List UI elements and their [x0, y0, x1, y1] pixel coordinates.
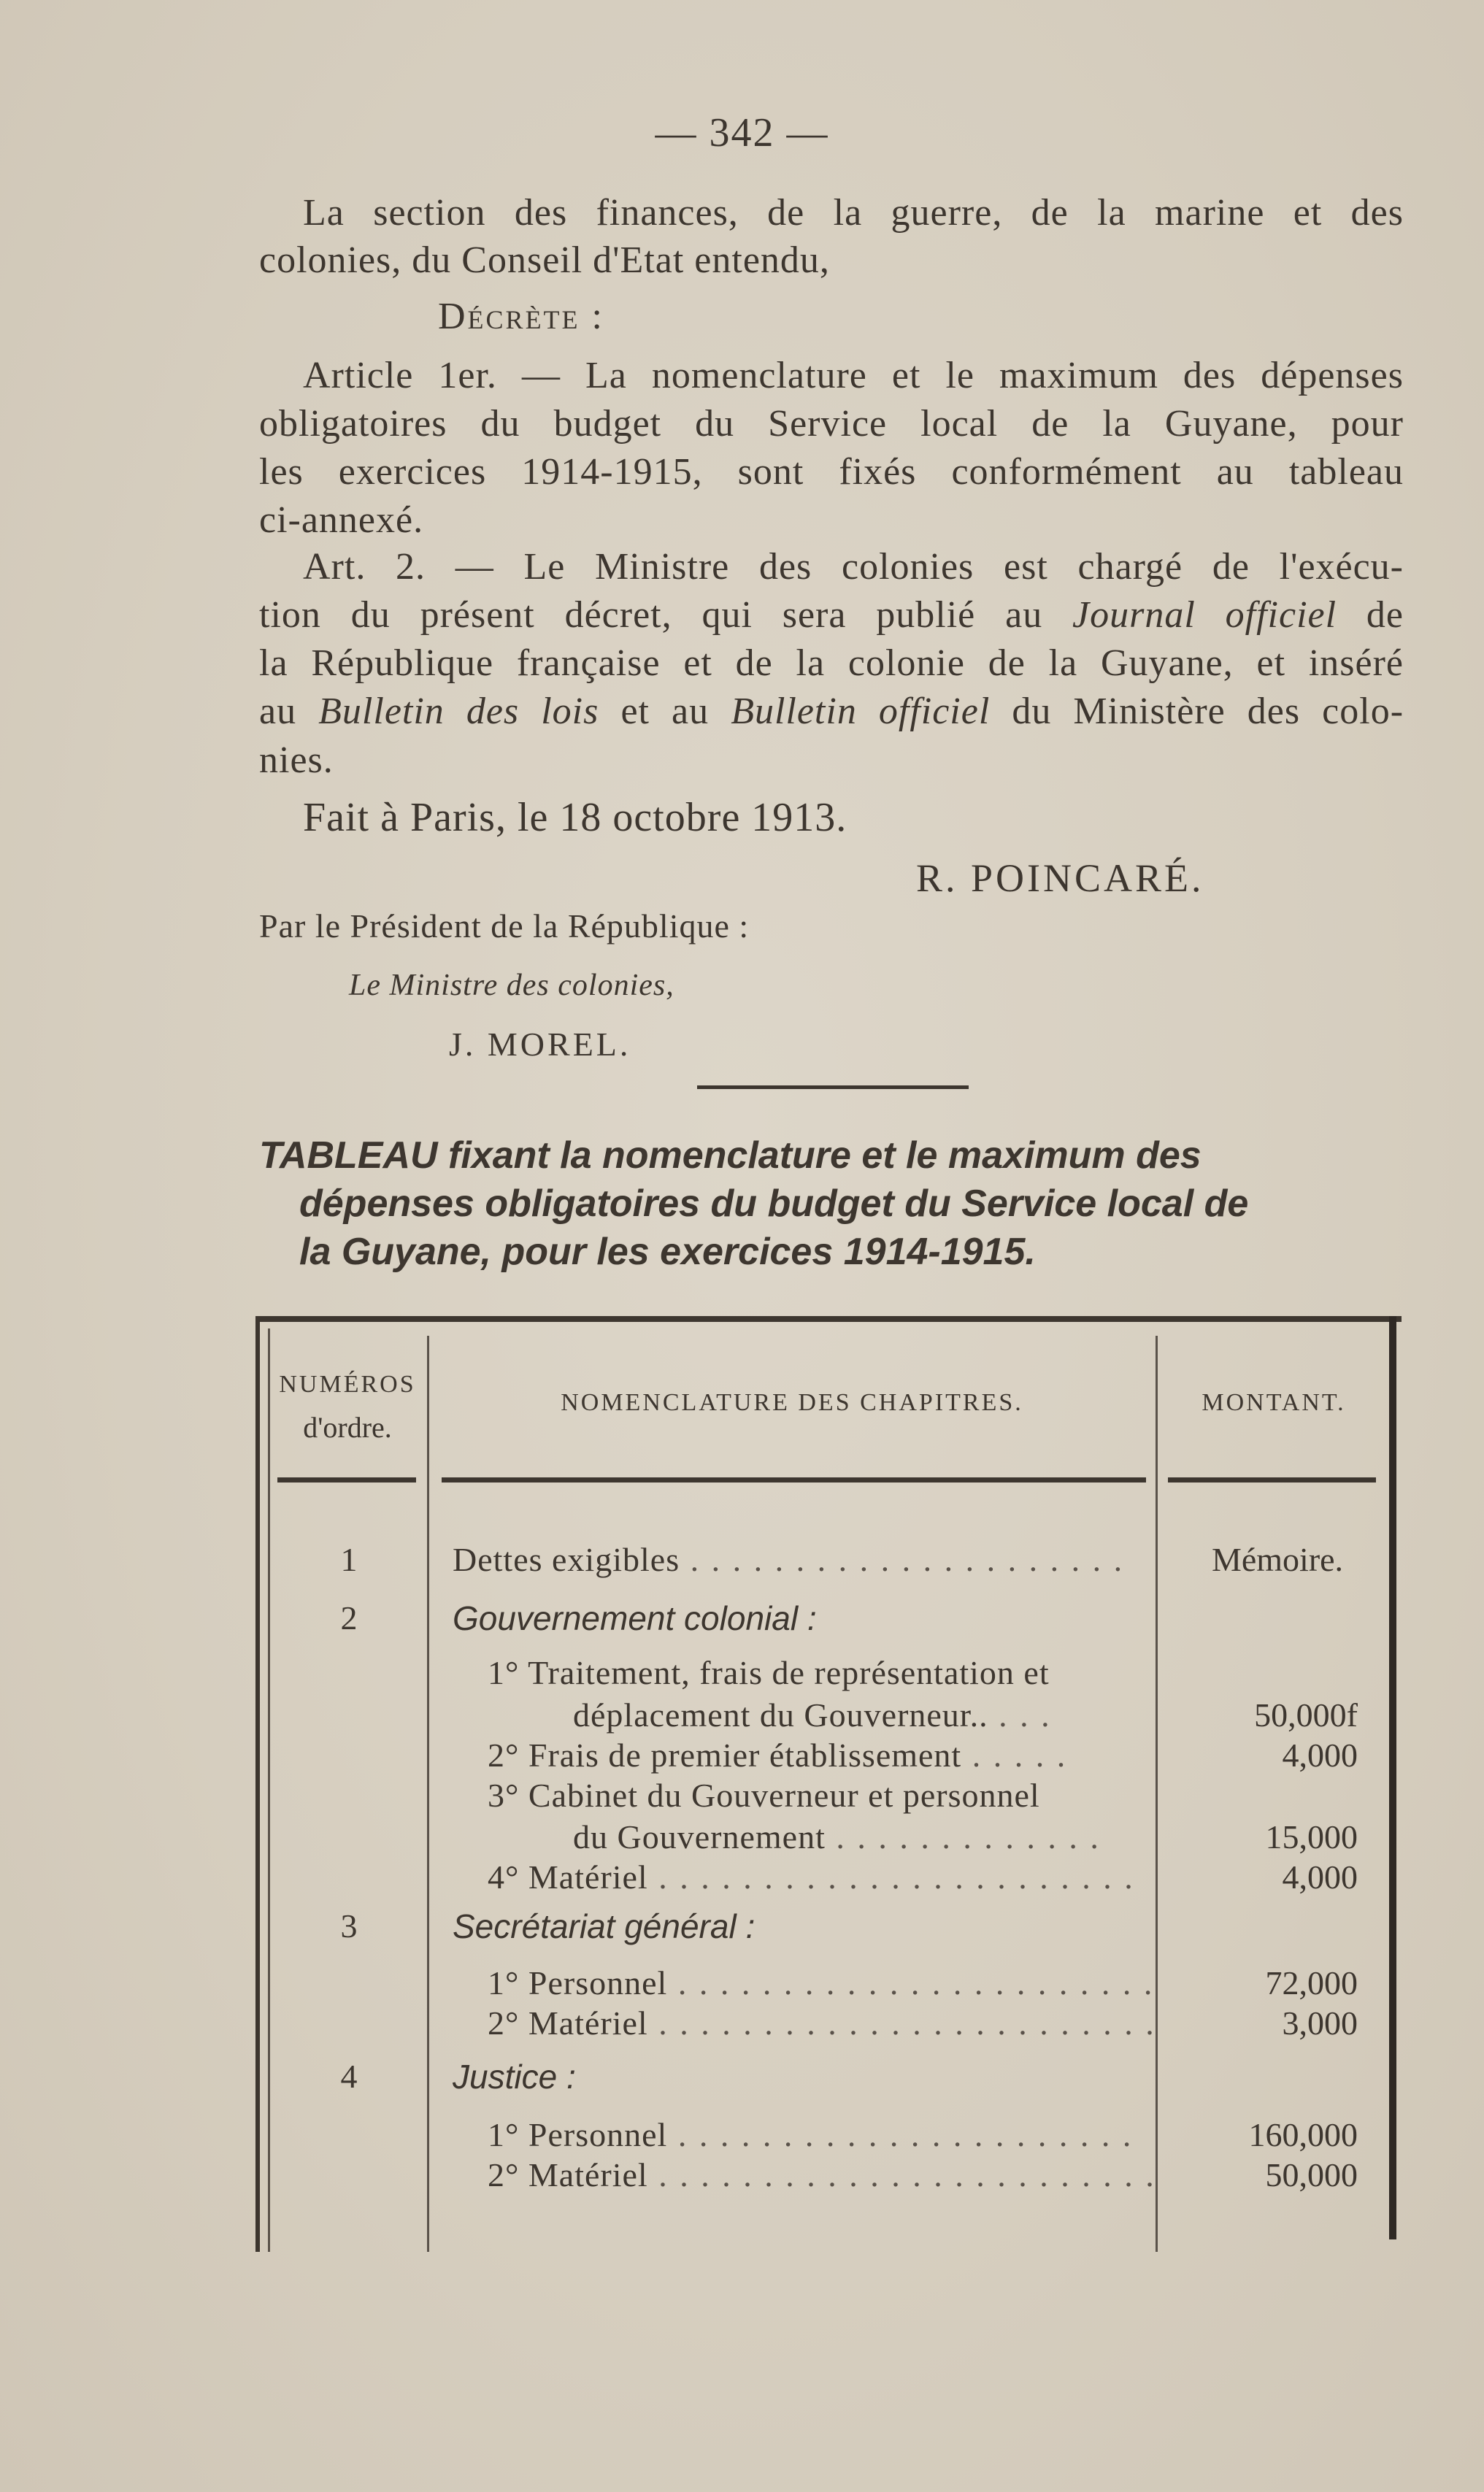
row-label: 1° Personnel: [488, 2116, 668, 2153]
bulletin-officiel-title: Bulletin officiel: [731, 691, 991, 732]
row-label: 2° Frais de premier établissement: [488, 1737, 962, 1774]
divider: [697, 1085, 969, 1089]
table-title-line-3: la Guyane, pour les exercices 1914-1915.: [299, 1231, 1036, 1273]
column-divider-2: [1156, 1336, 1158, 2252]
article2-line-5: nies.: [259, 739, 334, 781]
row-number: 2: [340, 1599, 358, 1637]
row-amount: 3,000: [1282, 2004, 1358, 2042]
table-title-text: fixant la nomenclature et le maximum des: [437, 1134, 1202, 1177]
bulletin-des-lois-title: Bulletin des lois: [318, 691, 599, 732]
header-rule-1: [277, 1477, 416, 1482]
row-label: 1° Personnel: [488, 1964, 668, 2001]
row-label: 4° Matériel: [488, 1858, 648, 1896]
article2-line-1: Art. 2. — Le Ministre des colonies est chargé de l'exécu-: [303, 546, 1404, 588]
article2-text: et au: [599, 691, 731, 732]
table-border-left: [255, 1318, 260, 2252]
leader-dots: . . . . . . . . . . . . . . . . . . . . . . .: [667, 1964, 1155, 2001]
leader-dots: . . . . . . . . . . . . . . . . . . . . . . . .: [647, 2004, 1156, 2042]
row-label: 3° Cabinet du Gouverneur et personnel: [488, 1777, 1040, 1814]
row-label: du Gouvernement: [573, 1818, 826, 1855]
row-number: 1: [340, 1541, 358, 1578]
row-amount: 160,000: [1248, 2116, 1358, 2153]
table-row-label: [488, 1736, 1067, 1774]
table-row-label: [573, 1696, 1052, 1734]
table-row-label: [453, 1540, 1124, 1579]
table-title-line-2: dépenses obligatoires du budget du Service local de: [299, 1182, 1249, 1225]
header-ordre: d'ordre.: [303, 1411, 392, 1444]
row-number: 3: [340, 1907, 358, 1945]
row-label: Dettes exigibles: [453, 1541, 680, 1578]
article1-line-4: ci-annexé.: [259, 499, 424, 541]
leader-dots: . . . . . . . . . . . . . . . . . . . . . .: [667, 2116, 1134, 2153]
article2-text: tion du présent décret, qui sera publié au: [259, 594, 1073, 636]
column-divider-1: [427, 1336, 429, 2252]
preamble-line-2: colonies, du Conseil d'Etat entendu,: [259, 239, 830, 281]
article2-line-2: [259, 592, 1404, 639]
row-amount: 15,000: [1265, 1818, 1358, 1855]
article1-line-3: les exercices 1914-1915, sont fixés conformément au tableau: [259, 451, 1404, 493]
par-le-president: Par le Président de la République :: [259, 907, 750, 945]
leader-dots: . . .: [988, 1696, 1052, 1734]
row-amount: 72,000: [1265, 1964, 1358, 2001]
ministre-name: J. MOREL.: [449, 1026, 631, 1063]
table-border-right: [1389, 1316, 1396, 2239]
leader-dots: . . . . . . . . . . . . . . . . . . . . . . . .: [647, 2156, 1156, 2193]
article2-line-3: la République française et de la colonie de la Guyane, et inséré: [259, 642, 1404, 684]
row-amount: 50,000: [1265, 2156, 1358, 2193]
chapter-heading: Secrétariat général :: [453, 1907, 756, 1945]
row-label: 2° Matériel: [488, 2156, 648, 2193]
row-amount: 4,000: [1282, 1858, 1358, 1896]
row-label: 2° Matériel: [488, 2004, 648, 2042]
leader-dots: . . . . . . . . . . . . . . . . . . . . . . .: [647, 1858, 1135, 1896]
decrete-heading: Décrète :: [438, 296, 604, 337]
ministre-des-colonies: Le Ministre des colonies,: [349, 969, 674, 1002]
row-label: 1° Traitement, frais de représentation et: [488, 1654, 1050, 1691]
row-amount: Mémoire.: [1211, 1541, 1344, 1578]
table-row-label: [488, 2004, 1156, 2042]
row-number: 4: [340, 2058, 358, 2095]
chapter-heading: Gouvernement colonial :: [453, 1599, 817, 1637]
header-rule-2: [442, 1477, 1146, 1482]
page-number: — 342 —: [655, 110, 829, 155]
signature-poincare: R. POINCARÉ.: [916, 856, 1204, 900]
row-amount: 4,000: [1282, 1737, 1358, 1774]
preamble-line-1: La section des finances, de la guerre, de la marine et des: [303, 192, 1404, 234]
table-row-label: [488, 1964, 1154, 2002]
journal-officiel-title: Journal officiel: [1072, 594, 1337, 636]
article1-line-2: obligatoires du budget du Service local de la Guyane, pour: [259, 403, 1404, 445]
article2-text: du Ministère des colo-: [990, 691, 1404, 732]
header-numeros: NUMÉROS: [279, 1371, 416, 1398]
header-montant: MONTANT.: [1202, 1389, 1346, 1416]
header-nomenclature: NOMENCLATURE DES CHAPITRES.: [561, 1389, 1023, 1416]
header-rule-3: [1168, 1477, 1376, 1482]
chapter-heading: Justice :: [453, 2058, 576, 2096]
article2-text: de: [1337, 594, 1404, 636]
table-border-top: [255, 1316, 1402, 1322]
table-row-label: [488, 2155, 1156, 2194]
table-row-label: [488, 2115, 1133, 2154]
article2-line-4: [259, 688, 1404, 735]
article2-text: au: [259, 691, 319, 732]
table-row-label: [573, 1818, 1101, 1856]
table-row-label: [488, 1858, 1135, 1896]
table-title-line-1: [259, 1131, 1202, 1180]
leader-dots: . . . . .: [961, 1737, 1068, 1774]
row-amount: 50,000f: [1254, 1696, 1358, 1734]
article1-line-1: Article 1er. — La nomenclature et le maximum des dépenses: [303, 355, 1404, 396]
leader-dots: . . . . . . . . . . . . .: [825, 1818, 1101, 1855]
fait-date: Fait à Paris, le 18 octobre 1913.: [303, 795, 847, 840]
leader-dots: . . . . . . . . . . . . . . . . . . . . .: [680, 1541, 1125, 1578]
row-label: déplacement du Gouverneur..: [573, 1696, 988, 1734]
table-title-lead: TABLEAU: [259, 1134, 438, 1177]
table-border-inner-left: [268, 1328, 270, 2252]
